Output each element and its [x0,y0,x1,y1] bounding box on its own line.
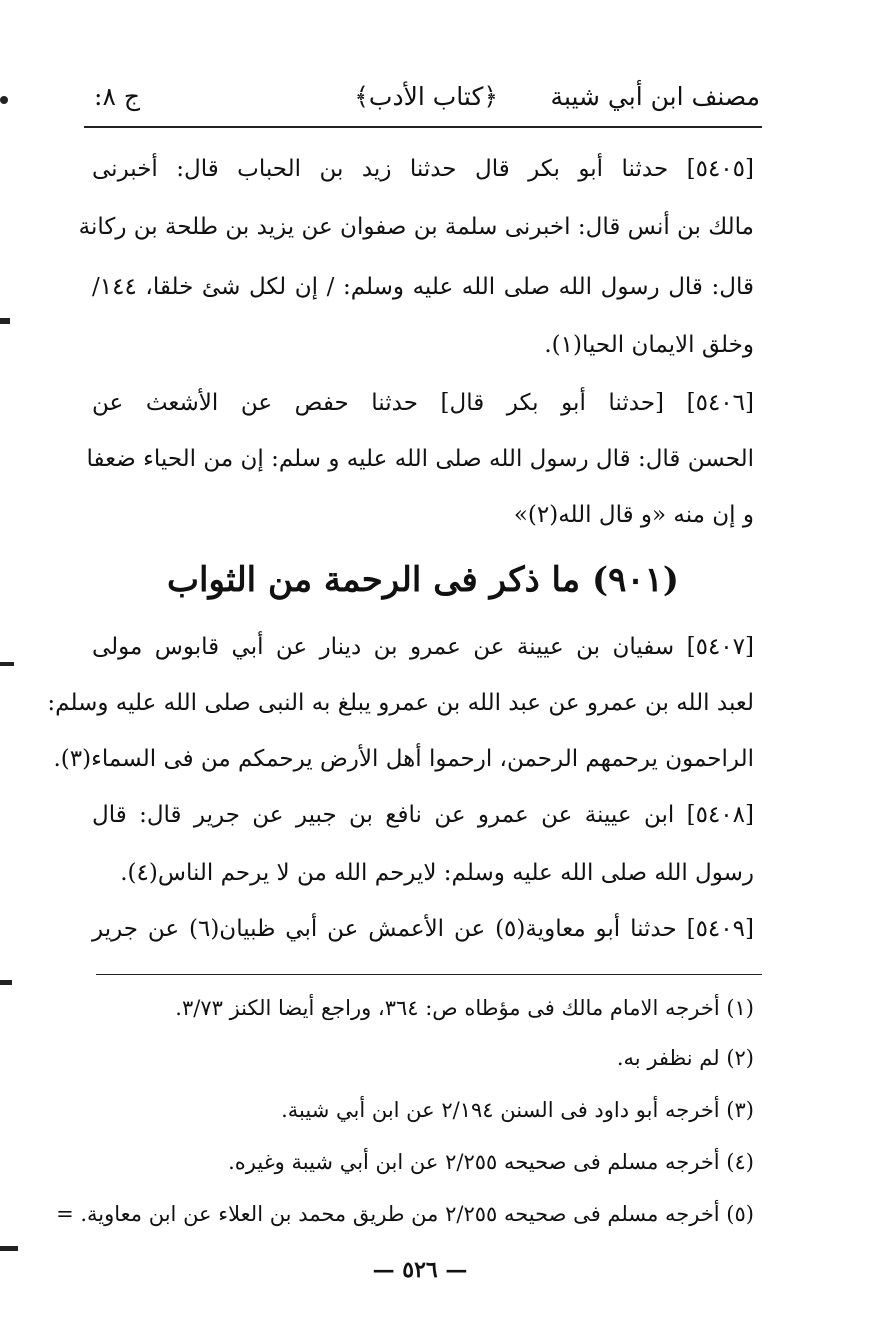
footnote-rule [96,974,762,975]
text-line: قال: قال رسول الله صلى الله عليه وسلم: / إن لكل شئ خلقا، ١٤٤/ [92,274,754,300]
text-line: [٥٤٠٦] [حدثنا أبو بكر قال] حدثنا حفص عن الأشعث عن [92,390,754,416]
footnote-5: (٥) أخرجه مسلم فى صحيحه ٢/٢٥٥ من طريق محمد بن العلاء عن ابن معاوية. = [56,1202,754,1226]
text-line: مالك بن أنس قال: اخبرنى سلمة بن صفوان عن يزيد بن طلحة بن ركانة [78,214,754,240]
scan-mark [0,318,10,324]
scan-mark [0,662,14,666]
footnote-3: (٣) أخرجه أبو داود فى السنن ٢/١٩٤ عن ابن أبي شيبة. [281,1098,754,1122]
footnote-4: (٤) أخرجه مسلم فى صحيحه ٢/٢٥٥ عن ابن أبي شيبة وغيره. [228,1150,754,1174]
text-line: الراحمون يرحمهم الرحمن، ارحموا أهل الأرض يرحمكم من فى السماء(٣). [53,746,754,772]
text-line: [٥٤٠٩] حدثنا أبو معاوية(٥) عن الأعمش عن أبي ظبيان(٦) عن جرير [92,916,754,942]
text-line: وخلق الايمان الحيا(١). [544,332,754,358]
book-title: مصنف ابن أبي شيبة [550,82,760,111]
page-number: — ٥٢٦ — [372,1257,468,1283]
header-rule [84,126,762,128]
text-line: [٥٤٠٧] سفيان بن عيينة عن عمرو بن دينار عن أبي قابوس مولى [92,634,754,660]
footnote-1: (١) أخرجه الامام مالك فى مؤطاه ص: ٣٦٤، وراجع أيضا الكنز ٣/٧٣. [175,996,754,1020]
text-line: رسول الله صلى الله عليه وسلم: لايرحم الله من لا يرحم الناس(٤). [120,860,754,886]
scan-mark [0,96,8,104]
text-line: [٥٤٠٨] ابن عيينة عن عمرو عن نافع بن جبير عن جرير قال: قال [92,802,754,828]
section-title: (٩٠١) ما ذكر فى الرحمة من الثواب [167,560,679,600]
running-header [86,72,760,122]
scan-mark [0,1246,18,1251]
volume-label: ج ٨: [94,82,140,111]
text-line: لعبد الله بن عمرو عن عبد الله بن عمرو يبلغ به النبى صلى الله عليه وسلم: [47,690,754,716]
footnote-2: (٢) لم نظفر به. [616,1046,754,1070]
text-line: [٥٤٠٥] حدثنا أبو بكر قال حدثنا زيد بن الحباب قال: أخبرنى [92,156,754,182]
text-line: الحسن قال: قال رسول الله صلى الله عليه و سلم: إن من الحياء ضعفا [86,446,754,472]
scan-mark [0,980,12,985]
text-line: و إن منه «و قال الله(٢)» [513,502,754,528]
chapter-title: ﴿كتاب الأدب﴾ [354,82,498,111]
